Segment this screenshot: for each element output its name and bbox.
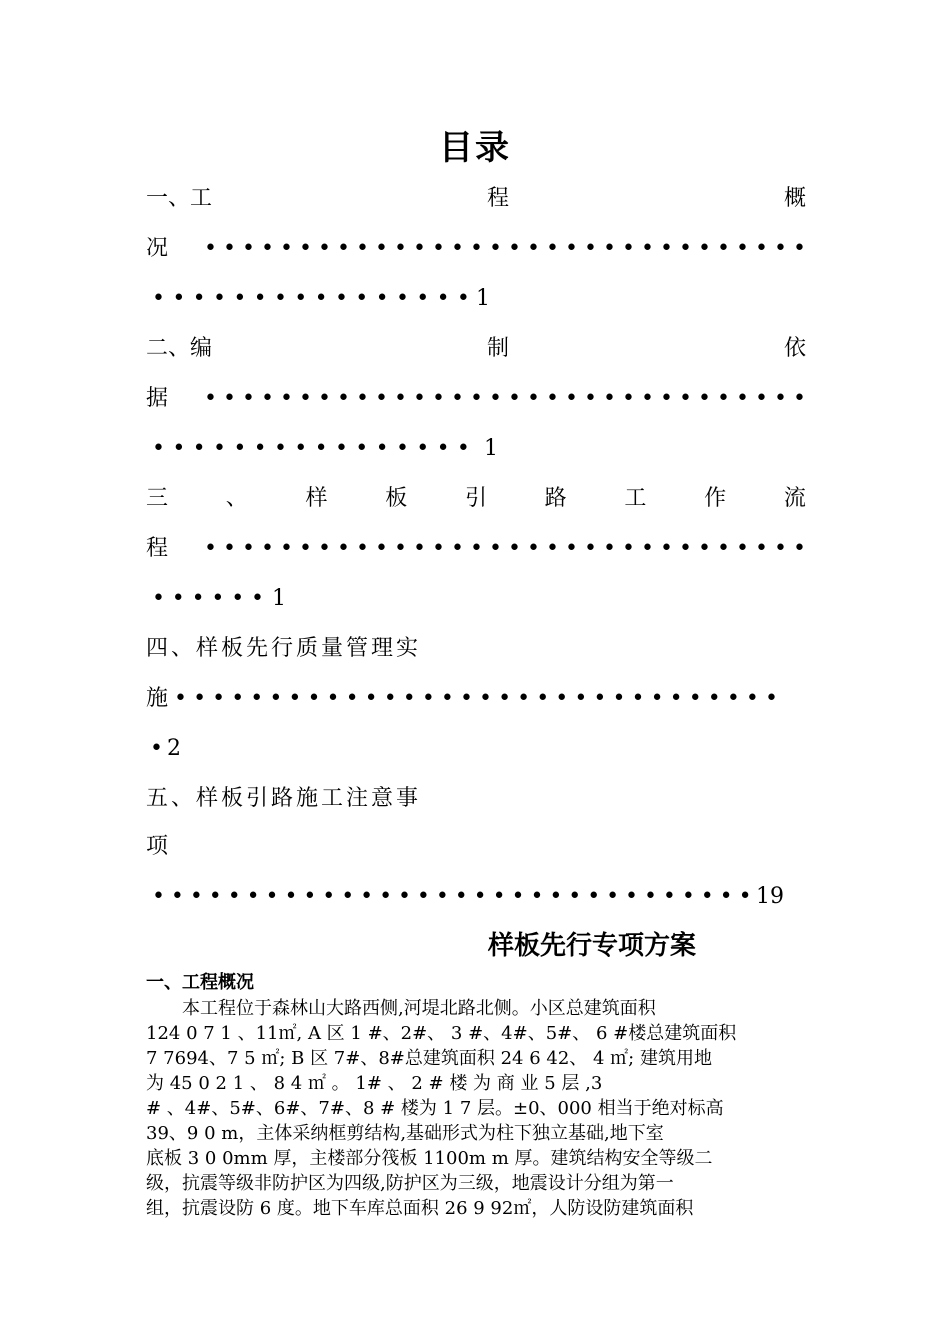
toc-text: 三 (146, 486, 169, 511)
leader-dot: • (587, 884, 601, 909)
leader-dot: • (536, 686, 550, 711)
leader-dot: • (322, 884, 336, 909)
leader-dot: • (318, 386, 331, 411)
leader-dot: • (172, 286, 186, 311)
leader-dot: • (793, 536, 806, 561)
leader-dot: • (700, 884, 714, 909)
leader-dot: • (192, 286, 206, 311)
leader-dot: • (356, 536, 369, 561)
leader-dot: • (584, 236, 597, 261)
leader-dot: • (416, 286, 430, 311)
leader-dot: • (242, 236, 255, 261)
leader-dot: • (314, 286, 328, 311)
leader-dot: • (774, 386, 787, 411)
leader-dot: • (356, 386, 369, 411)
toc-entry-4-line-1[interactable] (146, 631, 806, 667)
leader-dot: • (738, 884, 752, 909)
toc-leader-dots (204, 531, 806, 567)
leader-dot: • (736, 236, 749, 261)
leader-dot: • (379, 884, 393, 909)
paragraph-line: 为 45 0 2 1 、 8 4 ㎡ 。 1# 、 2 # 楼 为 商 业 5 层 ,3 (146, 1073, 603, 1094)
toc-leader-dots (146, 431, 470, 467)
leader-dot: • (337, 536, 350, 561)
leader-dot: • (280, 386, 293, 411)
leader-dot: • (261, 236, 274, 261)
leader-dot: • (171, 586, 185, 611)
toc-text: 引 (464, 486, 487, 511)
leader-dot: • (375, 286, 389, 311)
leader-dot: • (273, 286, 287, 311)
leader-dot: • (736, 386, 749, 411)
leader-dot: • (698, 386, 711, 411)
leader-dot: • (660, 386, 673, 411)
leader-dot: • (397, 884, 411, 909)
toc-leader-dots (146, 879, 752, 915)
paragraph-line: 39、9 0 m，主体采纳框剪结构,基础形式为柱下独立基础,地下室 (146, 1123, 664, 1144)
leader-dot: • (337, 236, 350, 261)
toc-entry-4-line-2[interactable] (146, 681, 806, 717)
leader-dot: • (717, 236, 730, 261)
leader-dot: • (307, 686, 321, 711)
leader-dot: • (489, 536, 502, 561)
leader-dot: • (413, 386, 426, 411)
leader-dot: • (375, 236, 388, 261)
leader-dot: • (508, 386, 521, 411)
leader-dot: • (508, 236, 521, 261)
leader-dot: • (669, 686, 683, 711)
leader-dot: • (584, 386, 597, 411)
leader-dot: • (793, 386, 806, 411)
leader-dot: • (546, 386, 559, 411)
leader-dot: • (191, 586, 205, 611)
leader-dot: • (527, 536, 540, 561)
leader-dot: • (546, 536, 559, 561)
toc-text: 程 (486, 186, 509, 211)
leader-dot: • (413, 536, 426, 561)
paragraph-line: 组，抗震设防 6 度。地下车库总面积 26 9 92㎡，人防设防建筑面积 (146, 1198, 694, 1219)
toc-text: 作 (704, 486, 727, 511)
toc-entry-5-line-3[interactable] (146, 879, 806, 915)
leader-dot: • (549, 884, 563, 909)
leader-dot: • (402, 686, 416, 711)
paragraph-line: # 、4#、5#、6#、7#、8 # 楼为 1 7 层。±0、000 相当于绝对标高 (146, 1098, 724, 1119)
leader-dot: • (435, 884, 449, 909)
leader-dot: • (622, 236, 635, 261)
leader-dot: • (622, 536, 635, 561)
leader-dot: • (774, 536, 787, 561)
toc-text: 项 (146, 834, 169, 859)
leader-dot: • (717, 536, 730, 561)
leader-dot: • (489, 236, 502, 261)
leader-dot: • (432, 536, 445, 561)
leader-dot: • (212, 436, 226, 461)
leader-dot: • (152, 884, 165, 909)
leader-dot: • (269, 686, 283, 711)
leader-dot: • (204, 386, 217, 411)
toc-entry-4-line-3[interactable] (146, 731, 806, 767)
leader-dot: • (334, 436, 348, 461)
toc-entry-2-line-2[interactable] (146, 381, 806, 417)
section-paragraph (146, 996, 806, 1221)
leader-dot: • (530, 884, 544, 909)
toc-entry-1-line-2[interactable] (146, 231, 806, 267)
leader-dot: • (726, 686, 740, 711)
leader-dot: • (227, 884, 241, 909)
leader-dot: • (223, 236, 236, 261)
leader-dot: • (606, 884, 620, 909)
leader-dot: • (337, 386, 350, 411)
leader-dot: • (679, 536, 692, 561)
toc-text: 据 (146, 386, 169, 411)
leader-dot: • (172, 436, 186, 461)
leader-dot: • (546, 236, 559, 261)
leader-dot: • (719, 884, 733, 909)
leader-dot: • (231, 686, 245, 711)
leader-dot: • (660, 236, 673, 261)
toc-text: 一、工 (146, 186, 213, 211)
leader-dot: • (498, 686, 512, 711)
leader-dot: • (223, 386, 236, 411)
leader-dot: • (265, 884, 279, 909)
paragraph-line: 级，抗震等级非防护区为四级,防护区为三级，地震设计分组为第一 (146, 1173, 674, 1194)
leader-dot: • (253, 286, 267, 311)
leader-dot: • (603, 536, 616, 561)
leader-dot: • (192, 436, 206, 461)
leader-dot: • (660, 536, 673, 561)
leader-dot: • (416, 884, 430, 909)
toc-text: 路 (544, 486, 567, 511)
leader-dot: • (451, 386, 464, 411)
leader-dot: • (170, 884, 184, 909)
leader-dot: • (314, 436, 328, 461)
toc-text: 二、编 (146, 336, 213, 361)
leader-dot: • (612, 686, 626, 711)
leader-dot: • (250, 586, 264, 611)
leader-dot: • (261, 536, 274, 561)
toc-text: 、 (225, 486, 248, 511)
leader-dot: • (318, 236, 331, 261)
leader-dot: • (375, 536, 388, 561)
leader-dot: • (152, 436, 165, 461)
toc-entry-1-line-3[interactable] (146, 281, 806, 317)
leader-dot: • (454, 884, 468, 909)
leader-dot: • (326, 686, 340, 711)
leader-dot: • (204, 236, 217, 261)
leader-dot: • (174, 686, 187, 711)
leader-dot: • (436, 436, 450, 461)
leader-dot: • (299, 386, 312, 411)
leader-dot: • (527, 236, 540, 261)
toc-entry-3-line-2[interactable] (146, 531, 806, 567)
leader-dot: • (717, 386, 730, 411)
leader-dot: • (356, 236, 369, 261)
leader-dot: • (440, 686, 454, 711)
toc-page-number: 2 (166, 736, 181, 761)
leader-dot: • (459, 686, 473, 711)
leader-dot: • (233, 436, 247, 461)
toc-leader-dots (204, 381, 806, 417)
leader-dot: • (707, 686, 721, 711)
leader-dot: • (253, 436, 267, 461)
leader-dot: • (641, 236, 654, 261)
leader-dot: • (755, 236, 768, 261)
leader-dot: • (152, 586, 165, 611)
toc-leader-dots (146, 281, 470, 317)
toc-entry-2-line-1[interactable] (146, 331, 806, 367)
leader-dot: • (793, 236, 806, 261)
toc-text: 工 (624, 486, 647, 511)
leader-dot: • (394, 236, 407, 261)
leader-dot: • (593, 686, 607, 711)
leader-dot: • (421, 686, 435, 711)
leader-dot: • (774, 236, 787, 261)
leader-dot: • (383, 686, 397, 711)
leader-dot: • (527, 386, 540, 411)
leader-dot: • (473, 884, 487, 909)
leader-dot: • (242, 386, 255, 411)
toc-text: 四、样板先行质量管理实 (146, 636, 422, 661)
leader-dot: • (208, 884, 222, 909)
leader-dot: • (681, 884, 695, 909)
leader-dot: • (470, 536, 483, 561)
leader-dot: • (456, 436, 470, 461)
leader-dot: • (355, 436, 369, 461)
leader-dot: • (622, 386, 635, 411)
leader-dot: • (736, 536, 749, 561)
toc-text: 板 (385, 486, 408, 511)
toc-entry-3-line-3[interactable] (146, 581, 806, 617)
leader-dot: • (250, 686, 264, 711)
leader-dot: • (517, 686, 531, 711)
toc-entry-2-line-3[interactable] (146, 431, 806, 467)
leader-dot: • (698, 236, 711, 261)
leader-dot: • (679, 236, 692, 261)
toc-text: 流 (783, 486, 806, 511)
leader-dot: • (193, 686, 207, 711)
paragraph-line: 7 7694、7 5 ㎡; B 区 7#、8#总建筑面积 24 6 42、 4 ㎡; 建筑用地 (146, 1048, 712, 1069)
toc-text: 制 (486, 336, 509, 361)
leader-dot: • (280, 536, 293, 561)
leader-dot: • (436, 286, 450, 311)
leader-dot: • (603, 236, 616, 261)
toc-entry-3-line-1[interactable] (146, 481, 806, 517)
toc-text: 依 (783, 336, 806, 361)
toc-text: 样 (305, 486, 328, 511)
leader-dot: • (345, 686, 359, 711)
leader-dot: • (755, 386, 768, 411)
leader-dot: • (650, 686, 664, 711)
leader-dot: • (334, 286, 348, 311)
leader-dot: • (294, 436, 308, 461)
leader-dot: • (451, 236, 464, 261)
leader-dot: • (565, 536, 578, 561)
leader-dot: • (565, 236, 578, 261)
leader-dot: • (394, 386, 407, 411)
leader-dot: • (470, 236, 483, 261)
leader-dot: • (508, 536, 521, 561)
leader-dot: • (698, 536, 711, 561)
leader-dot: • (565, 386, 578, 411)
leader-dot: • (451, 536, 464, 561)
leader-dot: • (284, 884, 298, 909)
leader-dot: • (261, 386, 274, 411)
toc-entry-5-line-2[interactable] (146, 829, 806, 865)
leader-dot: • (394, 536, 407, 561)
leader-dot: • (233, 286, 247, 311)
leader-dot: • (416, 436, 430, 461)
leader-dot: • (413, 236, 426, 261)
toc-leader-dots (146, 581, 264, 617)
leader-dot: • (584, 536, 597, 561)
toc-leader-dots (146, 731, 163, 767)
leader-dot: • (375, 386, 388, 411)
leader-dot: • (643, 884, 657, 909)
leader-dot: • (288, 686, 302, 711)
leader-dot: • (745, 686, 759, 711)
leader-dot: • (489, 386, 502, 411)
leader-dot: • (631, 686, 645, 711)
toc-page-number: 1 (272, 586, 286, 611)
toc-page-number: 19 (756, 884, 784, 909)
toc-title: 目录 (439, 128, 511, 168)
leader-dot: • (568, 884, 582, 909)
leader-dot: • (242, 536, 255, 561)
toc-text: 五、样板引路施工注意事 (146, 786, 422, 811)
leader-dot: • (204, 536, 217, 561)
leader-dot: • (212, 286, 226, 311)
leader-dot: • (470, 386, 483, 411)
leader-dot: • (432, 386, 445, 411)
toc-leader-dots (174, 681, 778, 717)
leader-dot: • (641, 536, 654, 561)
leader-dot: • (456, 286, 470, 311)
leader-dot: • (764, 686, 778, 711)
leader-dot: • (299, 536, 312, 561)
toc-page-number: 1 (484, 436, 498, 461)
leader-dot: • (231, 586, 245, 611)
toc-entry-1-line-1[interactable] (146, 181, 806, 217)
leader-dot: • (662, 884, 676, 909)
leader-dot: • (688, 686, 702, 711)
leader-dot: • (299, 236, 312, 261)
toc-page-number: 1 (476, 286, 490, 311)
leader-dot: • (625, 884, 639, 909)
leader-dot: • (150, 736, 163, 761)
leader-dot: • (294, 286, 308, 311)
document-title: 样板先行专项方案 (488, 931, 697, 961)
section-heading: 一、工程概况 (146, 972, 254, 993)
toc-text: 概 (783, 186, 806, 211)
leader-dot: • (511, 884, 525, 909)
leader-dot: • (341, 884, 355, 909)
leader-dot: • (375, 436, 389, 461)
leader-dot: • (603, 386, 616, 411)
toc-leader-dots (204, 231, 806, 267)
leader-dot: • (246, 884, 260, 909)
leader-dot: • (755, 536, 768, 561)
toc-text: 程 (146, 536, 169, 561)
leader-dot: • (479, 686, 492, 711)
toc-text: 况 (146, 236, 169, 261)
leader-dot: • (355, 286, 369, 311)
leader-dot: • (303, 884, 317, 909)
leader-dot: • (223, 536, 236, 561)
leader-dot: • (212, 686, 226, 711)
leader-dot: • (555, 686, 569, 711)
leader-dot: • (211, 586, 225, 611)
leader-dot: • (574, 686, 588, 711)
leader-dot: • (364, 686, 378, 711)
leader-dot: • (492, 884, 506, 909)
toc-entry-5-line-1[interactable] (146, 781, 806, 817)
paragraph-line: 底板 3 0 0mm 厚，主楼部分筏板 1100m m 厚。建筑结构安全等级二 (146, 1148, 713, 1169)
leader-dot: • (679, 386, 692, 411)
leader-dot: • (395, 436, 409, 461)
paragraph-line: 本工程位于森林山大路西侧,河堤北路北侧。小区总建筑面积 (146, 998, 656, 1019)
leader-dot: • (318, 536, 331, 561)
leader-dot: • (189, 884, 203, 909)
leader-dot: • (273, 436, 287, 461)
leader-dot: • (641, 386, 654, 411)
leader-dot: • (360, 884, 374, 909)
leader-dot: • (395, 286, 409, 311)
leader-dot: • (432, 236, 445, 261)
leader-dot: • (280, 236, 293, 261)
toc-text: 施 (146, 686, 169, 711)
leader-dot: • (152, 286, 165, 311)
paragraph-line: 124 0 7 1 、11㎡, A 区 1 #、2#、 3 #、4#、5#、 6 #楼总建筑面积 (146, 1023, 737, 1044)
